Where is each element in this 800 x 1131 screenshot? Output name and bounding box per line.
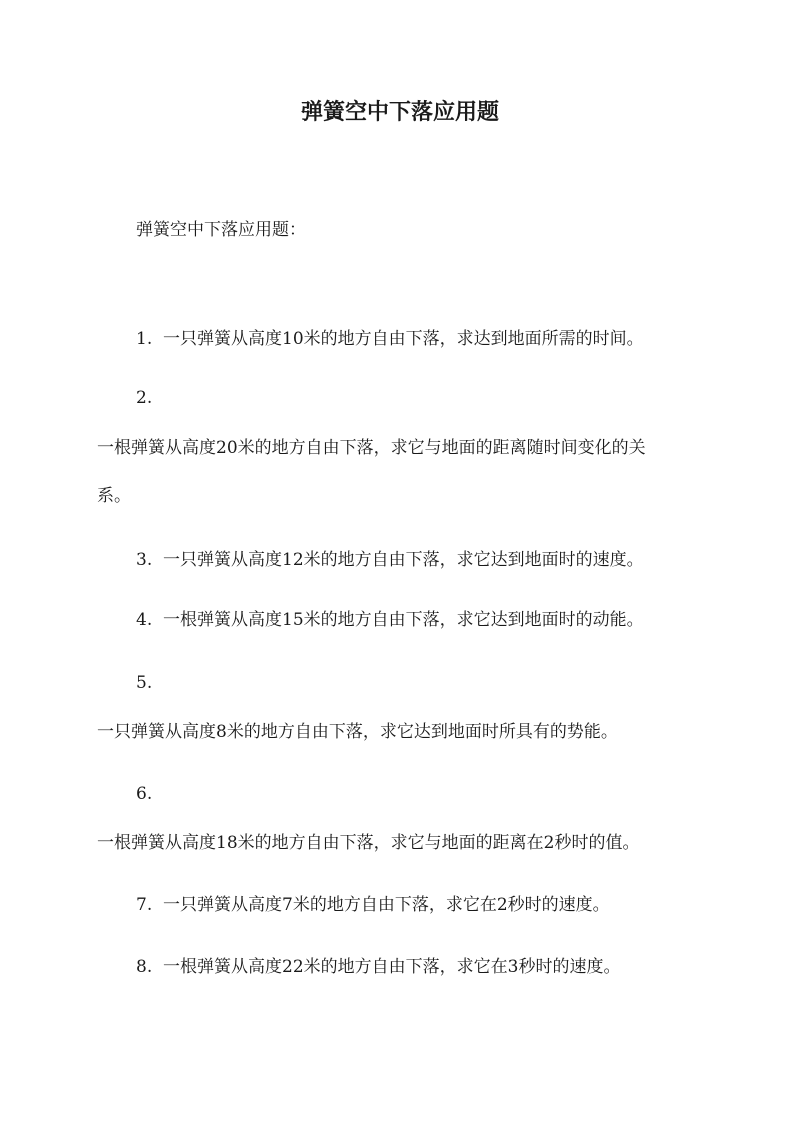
- intro-text: 弹簧空中下落应用题：: [136, 220, 306, 240]
- problem-5-number: 5.: [136, 673, 153, 693]
- problem-1: [136, 327, 644, 351]
- problem-7: [136, 893, 610, 917]
- problem-2-text-line1: 一根弹簧从高度20米的地方自由下落，求它与地面的距离随时间变化的关: [97, 438, 646, 458]
- problem-number: 7.: [136, 895, 153, 915]
- problem-number: 3.: [136, 550, 153, 570]
- problem-text: 一只弹簧从高度10米的地方自由下落，求达到地面所需的时间。: [163, 329, 644, 349]
- problem-2-text-line2: 系。: [97, 486, 131, 506]
- problem-number: 1.: [136, 329, 153, 349]
- problem-number: 8.: [136, 957, 153, 977]
- problem-6-text: 一根弹簧从高度18米的地方自由下落，求它与地面的距离在2秒时的值。: [97, 833, 640, 853]
- problem-text: 一根弹簧从高度22米的地方自由下落，求它在3秒时的速度。: [163, 957, 621, 977]
- problem-number: 4.: [136, 610, 153, 630]
- problem-8: [136, 955, 621, 979]
- problem-4: [136, 608, 644, 632]
- problem-2-number: 2.: [136, 388, 153, 408]
- problem-6-number: 6.: [136, 784, 153, 804]
- document-title: 弹簧空中下落应用题: [300, 99, 499, 125]
- problem-3: [136, 548, 644, 572]
- problem-text: 一只弹簧从高度12米的地方自由下落，求它达到地面时的速度。: [163, 550, 644, 570]
- problem-text: 一根弹簧从高度15米的地方自由下落，求它达到地面时的动能。: [163, 610, 644, 630]
- problem-5-text: 一只弹簧从高度8米的地方自由下落，求它达到地面时所具有的势能。: [97, 722, 618, 742]
- problem-text: 一只弹簧从高度7米的地方自由下落，求它在2秒时的速度。: [163, 895, 610, 915]
